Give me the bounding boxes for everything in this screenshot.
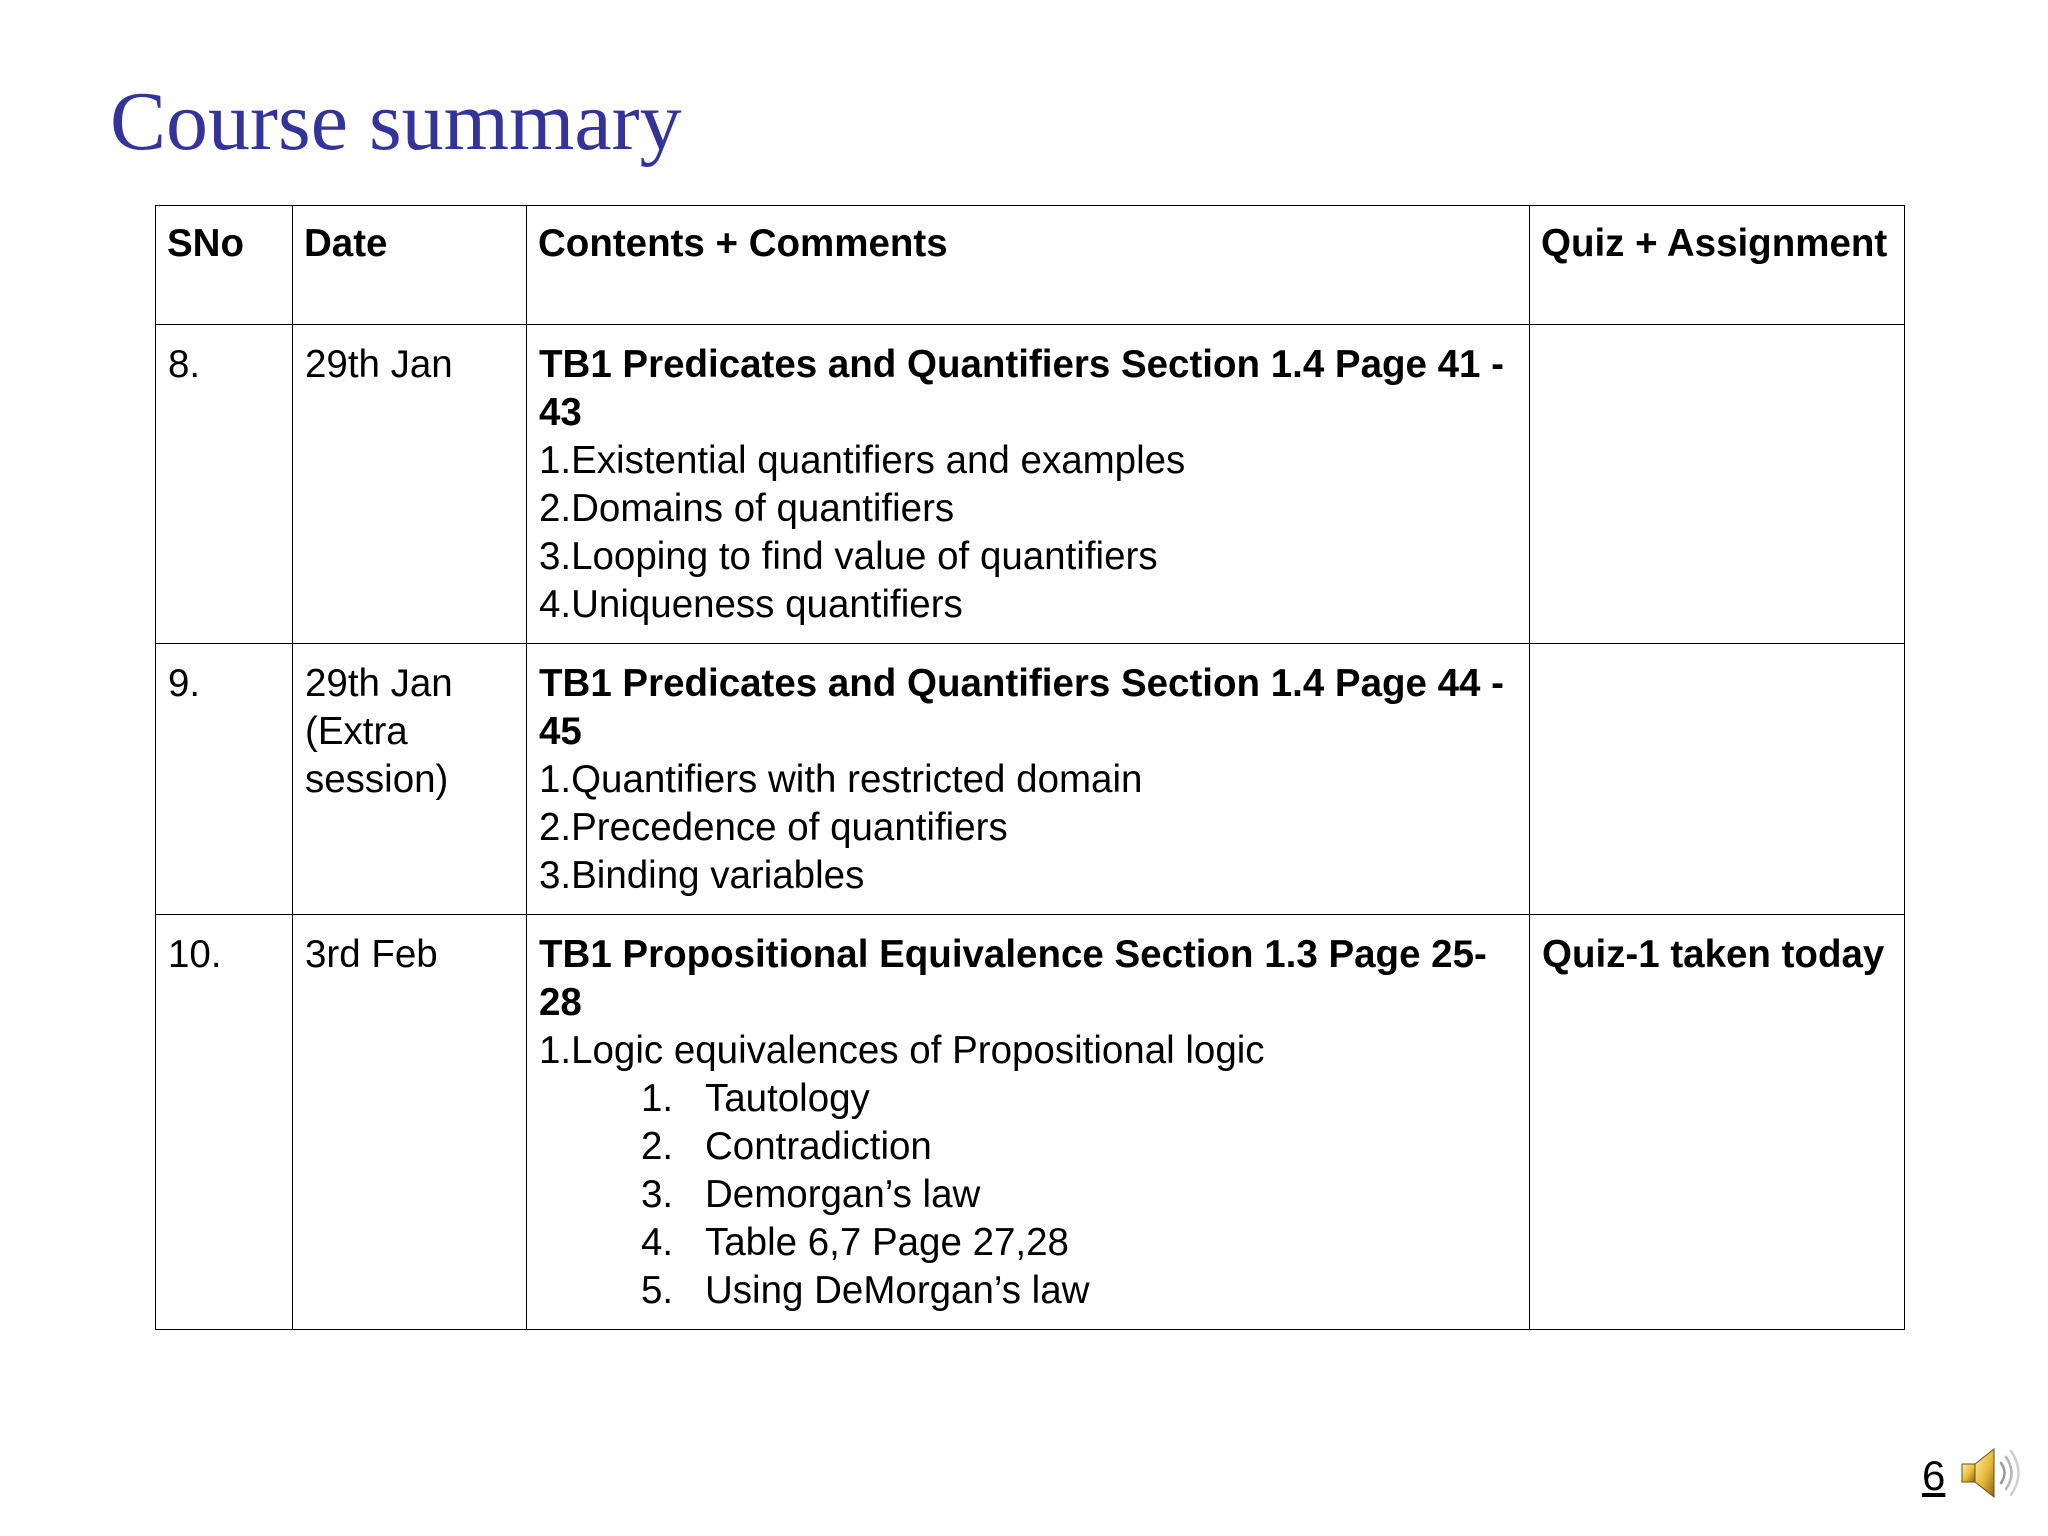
cell-contents (527, 915, 1530, 1330)
sublist-text: Contradiction (705, 1125, 932, 1168)
sublist-item (641, 1267, 1517, 1315)
contents-item: 4.Uniqueness quantifiers (539, 583, 963, 626)
contents-title: TB1 Predicates and Quantifiers Section 1.4 Page 44 - 45 (539, 662, 1504, 753)
cell-contents (527, 325, 1530, 644)
header-quiz: Quiz + Assignment (1530, 206, 1905, 325)
cell-sno: 10. (156, 915, 293, 1330)
slide-title: Course summary (110, 75, 682, 168)
contents-item: 1.Logic equivalences of Propositional logic (539, 1029, 1265, 1072)
cell-date: 3rd Feb (293, 915, 527, 1330)
sublist-text: Tautology (705, 1077, 870, 1120)
cell-sno: 9. (156, 644, 293, 915)
page-number-link[interactable]: 6 (1922, 1452, 1946, 1499)
contents-item: 1.Existential quantifiers and examples (539, 439, 1186, 482)
sublist-item (641, 1123, 1517, 1171)
sublist-number: 1. (641, 1077, 674, 1120)
contents-item: 1.Quantifiers with restricted domain (539, 758, 1143, 801)
sublist-number: 3. (641, 1173, 674, 1216)
table-header-row (156, 206, 1905, 325)
sublist-text: Using DeMorgan’s law (705, 1269, 1090, 1312)
cell-quiz (1530, 325, 1905, 644)
sublist-number: 4. (641, 1221, 674, 1264)
sublist-text: Table 6,7 Page 27,28 (705, 1221, 1069, 1264)
sublist-item (641, 1171, 1517, 1219)
header-date: Date (293, 206, 527, 325)
sublist-text: Demorgan’s law (705, 1173, 981, 1216)
contents-item: 3.Looping to find value of quantifiers (539, 535, 1158, 578)
header-contents: Contents + Comments (527, 206, 1530, 325)
contents-title: TB1 Predicates and Quantifiers Section 1.4 Page 41 - 43 (539, 343, 1504, 434)
cell-contents (527, 644, 1530, 915)
header-sno: SNo (156, 206, 293, 325)
cell-date: 29th Jan (Extra session) (293, 644, 527, 915)
contents-item: 2.Domains of quantifiers (539, 487, 955, 530)
contents-item: 3.Binding variables (539, 854, 865, 897)
cell-quiz: Quiz-1 taken today (1530, 915, 1905, 1330)
contents-sublist (539, 1075, 1517, 1315)
cell-sno: 8. (156, 325, 293, 644)
cell-quiz (1530, 644, 1905, 915)
sublist-number: 5. (641, 1269, 674, 1312)
contents-title: TB1 Propositional Equivalence Section 1.3 Page 25-28 (539, 933, 1487, 1024)
speaker-icon[interactable] (1958, 1440, 2026, 1506)
table-row (156, 915, 1905, 1330)
table-row (156, 644, 1905, 915)
course-summary-table (155, 205, 1905, 1330)
table-row (156, 325, 1905, 644)
cell-date: 29th Jan (293, 325, 527, 644)
contents-item: 2.Precedence of quantifiers (539, 806, 1008, 849)
sublist-item (641, 1219, 1517, 1267)
sublist-item (641, 1075, 1517, 1123)
sublist-number: 2. (641, 1125, 674, 1168)
